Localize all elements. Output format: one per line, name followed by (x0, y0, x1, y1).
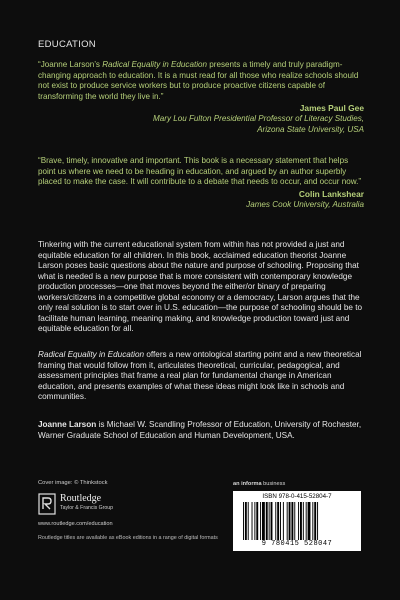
author-bio-text: is Michael W. Scandling Professor of Education, University of Rochester, Warner Graduate School of Education and Human Development, USA. (38, 420, 362, 440)
quote-1-affiliation-2: Arizona State University, USA (257, 124, 364, 134)
cover-image-credit: Cover image: © Thinkstock (38, 480, 108, 486)
informa-label-light: business (261, 481, 286, 487)
quote-1-text-end: presents a timely and truly paradigm-changing approach to education. It is a must read for all those who realize schools should not exist to produce service workers but to produce proactive citizens capable of transforming the world they live in.” (38, 60, 359, 101)
description-paragraph-2 (38, 350, 366, 403)
category-label: EDUCATION (38, 39, 96, 50)
informa-business-label (233, 481, 285, 487)
quote-1-text (38, 60, 364, 102)
paragraph-2-text: offers a new ontological starting point and a new theoretical framing that would follow from it, articulates theoretical, curricular, pedagogical, and assessment principles that frame a real plan for fundamental change in American education, and presents examples of what these ideas might look like in schools and communities. (38, 350, 362, 401)
ebook-footnote: Routledge titles are available as eBook editions in a range of digital formats (38, 535, 218, 541)
quote-2-author: Colin Lankshear (298, 188, 364, 199)
informa-label-bold: an informa (233, 481, 262, 487)
publisher-group: Taylor & Francis Group (60, 505, 114, 511)
description-paragraph-1: Tinkering with the current educational system from within has not provided a just and equitable education for all children. In this book, acclaimed education theorist Joanne Larson poses basic questions about the nature and purpose of schooling. Proposing that what is needed is a new purpose that is more consistent with contemporary knowledge production processes—one that moves beyond the either/or binary of preparing workers/citizens in a competitive global economy or a democracy, Larson argues that the only real solution is to start over in U.S. education—the purpose of schooling should be to facilitate human learning, meaning making, and knowledge production toward just and equitable education for all. (38, 240, 363, 333)
endorsement-quote-2 (38, 156, 364, 210)
quote-1-author: James Paul Gee (299, 103, 364, 114)
routledge-logo-icon (38, 493, 56, 515)
publisher-name: Routledge (60, 493, 102, 504)
publisher-url: www.routledge.com/education (38, 521, 113, 527)
isbn-barcode (233, 491, 361, 551)
quote-2-affiliation: James Cook University, Australia (246, 199, 364, 209)
quote-1-affiliation-1: Mary Lou Fulton Presidential Professor of Literacy Studies, (153, 114, 364, 124)
isbn-text: ISBN 978-0-415-52804-7 (262, 493, 332, 500)
author-name: Joanne Larson (38, 420, 97, 429)
paragraph-2-book-title: Radical Equality in Education (38, 350, 145, 359)
barcode-graphic (243, 502, 351, 540)
barcode-number: 9 780415 528047 (261, 540, 333, 548)
author-bio (38, 420, 366, 441)
quote-2-text: “Brave, timely, innovative and important. This book is a necessary statement that helps point us where we need to be heading in education, and argued by an author superbly placed to make the case. It will contribute to a debate that needs to occur, and occur now.” (38, 156, 362, 187)
quote-1-book-title: Radical Equality in Education (102, 60, 208, 69)
quote-1-text-start: “Joanne Larson’s (38, 60, 103, 69)
publisher-block (38, 493, 188, 533)
endorsement-quote-1 (38, 60, 364, 135)
